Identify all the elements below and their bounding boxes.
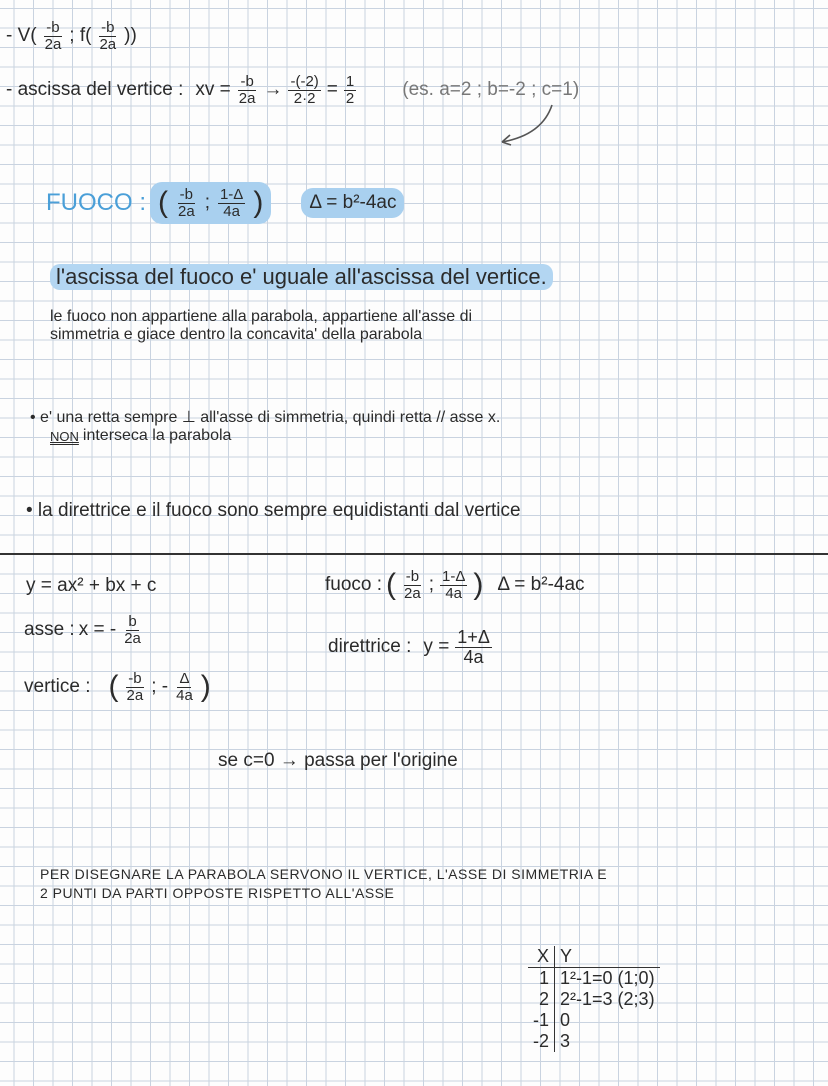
table-row (528, 1010, 660, 1031)
numerator: 1+Δ (457, 627, 490, 647)
fraction (344, 74, 356, 107)
denominator: 2a (124, 629, 141, 647)
parabola-equation: y = ax² + bx + c (26, 575, 157, 596)
arrow-icon: → (263, 79, 283, 101)
cell: 0 (560, 1010, 571, 1030)
text: interseca la parabola (82, 427, 232, 444)
denominator: 2a (178, 202, 195, 220)
denominator: 2a (126, 686, 144, 704)
numerator: -b (46, 19, 60, 36)
table-header (528, 946, 660, 968)
numerator: -b (405, 567, 420, 585)
label: fuoco : (325, 574, 383, 595)
numerator: -b (240, 73, 254, 90)
label: - ascissa del vertice : (6, 79, 184, 101)
fraction (97, 20, 118, 53)
vertex-summary: vertice : ( $\frac{-b}{2a}$ ; - $\frac{\Delta}{4a}$ ) (24, 669, 211, 704)
numerator: 1-Δ (219, 185, 244, 203)
fuoco-summary: fuoco : ( $\frac{-b}{2a}$ ; $\frac{1-\Delta}{4a}$ ) Δ = b²-4ac (325, 567, 585, 602)
cell: 2 (528, 989, 555, 1010)
fraction (174, 671, 195, 704)
numerator: -b (128, 669, 142, 687)
cell: 1 (528, 968, 555, 990)
numerator: 1-Δ (442, 567, 466, 585)
fraction (218, 187, 245, 220)
numerator: -b (101, 19, 115, 36)
vertex-formula (6, 20, 137, 53)
fraction (176, 187, 197, 220)
cell: 1²-1=0 (1;0) (560, 968, 655, 988)
label: asse : (24, 619, 75, 641)
label: direttrice : (328, 636, 412, 658)
fuoco-formula-highlight: ( $\frac{-b}{2a}$ ; $\frac{1-\Delta}{4a}$ ) (150, 182, 271, 224)
note-line: simmetria e giace dentro la concavita' della parabola (50, 326, 423, 343)
denominator: 2a (404, 584, 421, 602)
cell: 3 (560, 1031, 571, 1051)
divider (0, 553, 828, 555)
text: - V( (6, 25, 37, 47)
text: ; f( (69, 25, 92, 47)
denominator: 2a (44, 35, 62, 53)
numerator: 1 (345, 73, 355, 90)
text: ; (428, 574, 435, 595)
delta-formula: Δ = b²-4ac (301, 188, 404, 218)
denominator: 2a (238, 89, 256, 107)
axis-formula (24, 614, 145, 647)
note-line (50, 264, 553, 290)
denominator: 4a (223, 202, 240, 220)
text: y = (423, 636, 450, 658)
cell: -2 (528, 1031, 555, 1052)
example-note: (es. a=2 ; b=-2 ; c=1) (402, 79, 580, 101)
denominator: 2·2 (293, 89, 316, 107)
denominator: 4a (445, 584, 463, 602)
fraction (455, 628, 492, 667)
bullet-equidistant: • la direttrice e il fuoco sono sempre equidistanti dal vertice (26, 500, 521, 521)
delta-formula: Δ = b²-4ac (497, 574, 585, 595)
cell: 2²-1=3 (2;3) (560, 989, 655, 1009)
text: = (326, 79, 338, 101)
numerator: b (128, 613, 137, 630)
bullet-directrix: • e' una retta sempre ⊥ all'asse di simmetria, quindi retta // asse x. (30, 409, 501, 426)
xy-table (528, 946, 660, 1052)
fuoco-definition (46, 182, 404, 224)
denominator: 2 (345, 89, 355, 107)
header-y: Y (555, 946, 660, 968)
table-row (528, 968, 660, 990)
directrix-summary (328, 628, 494, 667)
text: ; (204, 192, 210, 213)
note-line: le fuoco non appartiene alla parabola, appartiene all'asse di (50, 308, 473, 325)
drawing-note: PER DISEGNARE LA PARABOLA SERVONO IL VERTICE, L'ASSE DI SIMMETRIA E (40, 866, 608, 882)
fraction (288, 74, 320, 107)
text: ; - (151, 676, 169, 697)
origin-note: se c=0 → passa per l'origine (218, 750, 458, 771)
cell: -1 (528, 1010, 555, 1031)
fraction (402, 569, 423, 602)
denominator: 4a (463, 646, 484, 667)
fraction (122, 614, 143, 647)
curved-arrow-icon (490, 100, 560, 150)
text: x = - (78, 619, 117, 641)
label: vertice : (24, 676, 91, 697)
denominator: 4a (176, 686, 193, 704)
fraction (237, 74, 258, 107)
fraction (125, 671, 146, 704)
highlighted-note: l'ascissa del fuoco e' uguale all'ascissa del vertice. (50, 264, 553, 290)
fraction (43, 20, 64, 53)
numerator: -b (179, 185, 194, 203)
numerator: -(-2) (290, 73, 319, 90)
table-row (528, 989, 660, 1010)
bullet-directrix-line2 (50, 427, 231, 445)
numerator: Δ (179, 669, 190, 687)
text: xv = (195, 79, 231, 101)
header-x: X (528, 946, 555, 968)
denominator: 2a (99, 35, 117, 53)
drawing-note: 2 PUNTI DA PARTI OPPOSTE RISPETTO ALL'ASSE (40, 885, 395, 901)
fuoco-label: FUOCO : (46, 189, 146, 216)
table-row (528, 1031, 660, 1052)
emphasis: NON (50, 428, 79, 444)
fraction (440, 569, 467, 602)
text: )) (124, 25, 137, 47)
